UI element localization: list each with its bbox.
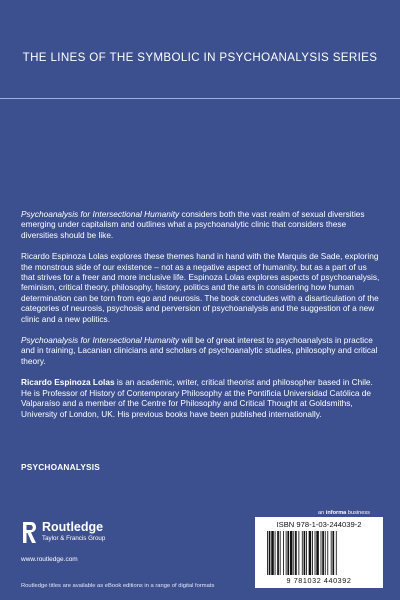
barcode-bar: [280, 531, 281, 575]
blurb-paragraph-3-text: will be of great interest to psychoanalysts in practice and in training, Lacanian clinicians and scholars of psychoanalytic studies, philosophy and critical theory.: [21, 335, 378, 366]
informa-suffix: business: [346, 510, 370, 516]
informa-prefix: an: [318, 510, 326, 516]
blurb-paragraph-3: [21, 335, 381, 366]
barcode-bar: [325, 531, 326, 575]
barcode-bar: [290, 531, 293, 575]
book-title-italic-2: Psychoanalysis for Intersectional Humanity: [21, 335, 180, 346]
barcode-bar: [295, 531, 297, 575]
barcode-bars: [267, 531, 377, 575]
barcode-bar: [309, 531, 312, 575]
barcode-bar: [312, 531, 313, 575]
series-header-band: [0, 0, 400, 99]
barcode-bar: [327, 531, 328, 575]
barcode-bar: [298, 531, 299, 575]
blurb-paragraph-1: [21, 209, 381, 240]
barcode-bar: [331, 531, 332, 575]
barcode-bar: [293, 531, 294, 575]
routledge-logo-icon: [21, 521, 37, 545]
isbn-label: ISBN 978-1-03-244039-2: [276, 520, 362, 529]
barcode-bar: [316, 531, 319, 575]
barcode-bar: [269, 531, 271, 575]
barcode-bar: [322, 531, 324, 575]
barcode-bar: [286, 531, 287, 575]
barcode-bar: [306, 531, 307, 575]
barcode-bar: [267, 531, 268, 575]
barcode-bar: [287, 531, 289, 575]
blurb-paragraph-1-text: considers both the vast realm of sexual diversities emerging under capitalism and outlines what a psychoanalytic clinic that considers these diversities should be like.: [21, 209, 365, 240]
publisher-website: www.routledge.com: [21, 556, 78, 563]
publisher-group: Taylor & Francis Group: [42, 535, 106, 542]
book-title-italic: Psychoanalysis for Intersectional Humanity: [21, 209, 180, 219]
barcode-bar: [283, 531, 284, 575]
barcode-bar: [302, 531, 303, 575]
back-cover-blurb: [21, 209, 381, 430]
author-bio: [21, 377, 381, 419]
blurb-paragraph-2: Ricardo Espinoza Lolas explores these themes hand in hand with the Marquis de Sade, exploring the monstrous side of our existence – not as a negative aspect of humanity, but as a part of us that strives for a freer and more inclusive life. Espinoza Lolas explores aspects of psychoanalysis, feminism, critical theory, philosophy, history, politics and the arts in considering how human determination can be torn from ego and neurosis. The book concludes with a disarticulation of the categories of neurosis, psychosis and perversion of psychoanalysis and the suggestion of a new clinic and a new politics.: [21, 251, 380, 324]
barcode-bar: [336, 531, 337, 575]
series-title: THE LINES OF THE SYMBOLIC IN PSYCHOANALYSIS SERIES: [22, 51, 378, 64]
barcode-digits: 9 781032 440392: [286, 576, 352, 585]
publisher-logo: [21, 520, 141, 548]
publisher-name: Routledge: [42, 520, 104, 534]
barcode-bar: [315, 531, 316, 575]
informa-business-mark: [318, 510, 370, 516]
author-name: Ricardo Espinoza Lolas: [21, 377, 115, 388]
isbn-barcode: [255, 517, 383, 588]
barcode-bar: [332, 531, 334, 575]
informa-brand: informa: [325, 510, 347, 516]
barcode-bar: [321, 531, 322, 575]
ebook-footnote: Routledge titles are available as eBook editions in a range of digital formats: [21, 583, 215, 589]
subject-category: PSYCHOANALYSIS: [21, 462, 101, 472]
barcode-bar: [275, 531, 276, 575]
barcode-bar: [304, 531, 306, 575]
barcode-bar: [277, 531, 279, 575]
author-bio-text: is an academic, writer, critical theorist and philosopher based in Chile. He is Professor of History of Contemporary Philosophy at the Pontificia Universidad Católica de Valparaíso and a member of the Centre for Philosophy and Critical Thought at Goldsmiths, University of London, UK. His previous books have been published internationally.: [21, 377, 373, 419]
barcode-bar: [271, 531, 274, 575]
